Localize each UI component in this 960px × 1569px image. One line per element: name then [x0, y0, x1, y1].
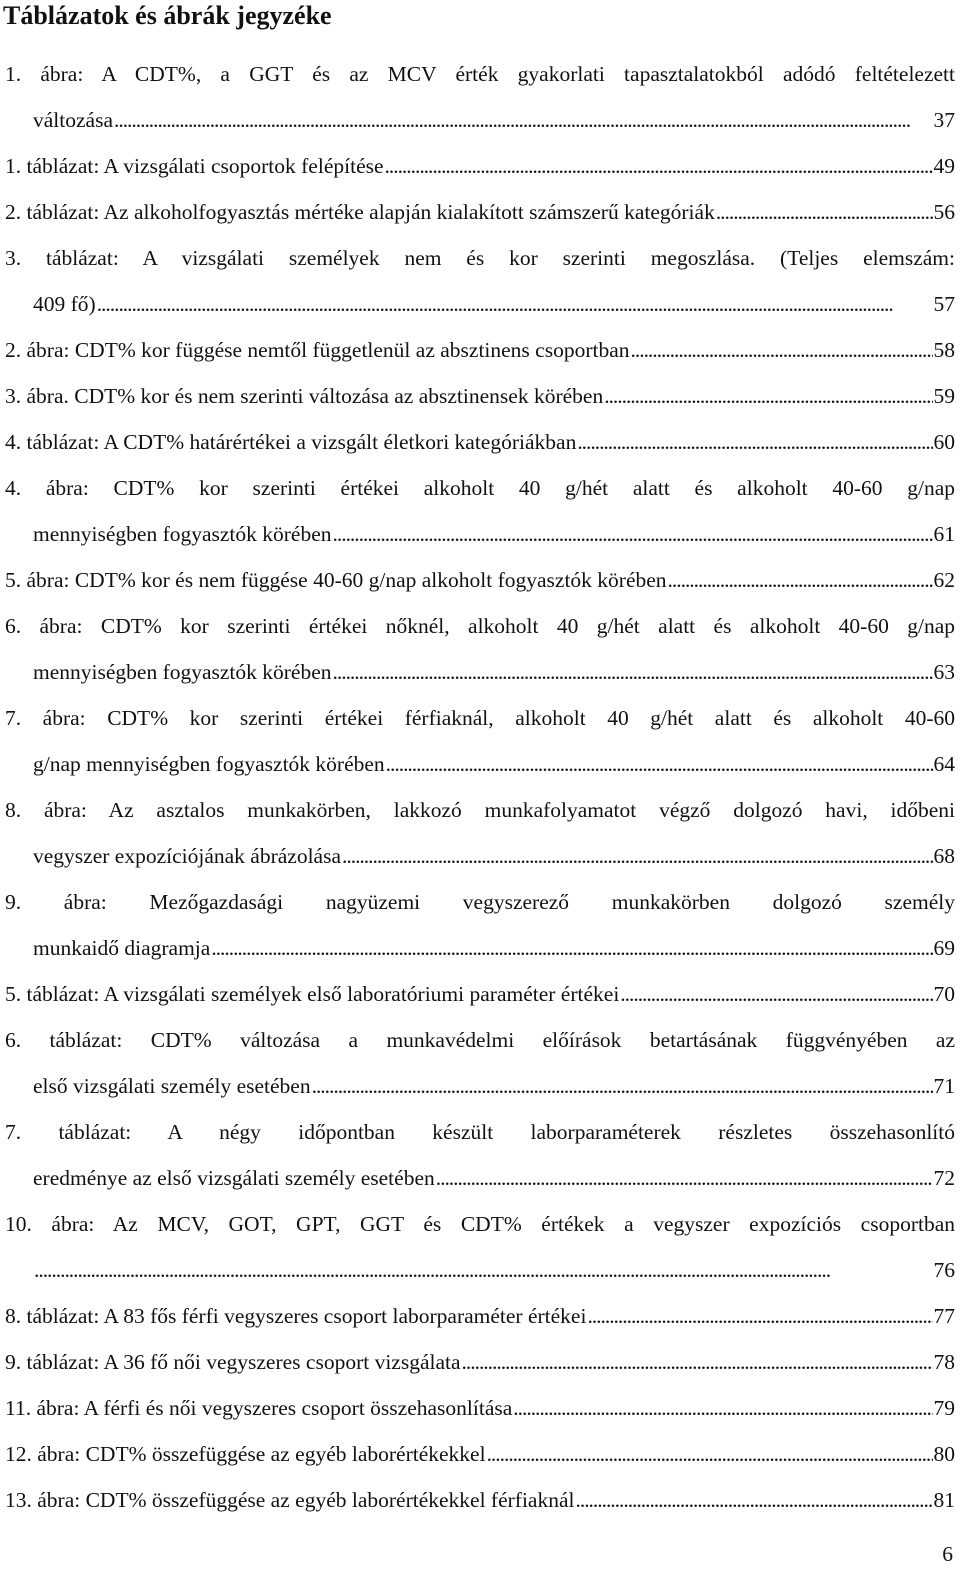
dot-leader [631, 334, 933, 366]
entry-page-number: 63 [933, 660, 955, 684]
entry-page-number: 60 [933, 430, 955, 454]
dot-leader [211, 932, 932, 964]
entry-caption: 2. táblázat: Az alkoholfogyasztás mértéke alapján kialakított számszerű kategóriák [5, 200, 715, 224]
toc-entry-line [33, 518, 955, 550]
page-title: Táblázatok és ábrák jegyzéke [3, 1, 332, 30]
entry-caption: 8. ábra: Az asztalos munkakörben, lakkozó munkafolyamatot végző dolgozó havi, időbeni [5, 798, 955, 822]
entry-page-number: 62 [933, 568, 955, 592]
entry-caption: munkaidő diagramja [33, 936, 211, 960]
dot-leader [668, 564, 933, 596]
dot-leader [333, 518, 933, 550]
dot-leader [97, 288, 933, 320]
entry-caption: 7. ábra: CDT% kor szerinti értékei férfiaknál, alkoholt 40 g/hét alatt és alkoholt 40-60 [5, 706, 955, 730]
entry-caption: változása [33, 108, 113, 132]
entry-caption: 4. ábra: CDT% kor szerinti értékei alkoholt 40 g/hét alatt és alkoholt 40-60 g/nap [5, 476, 955, 500]
dot-leader [577, 426, 932, 458]
toc-entry-line-continued [5, 702, 955, 734]
toc-entry-line [33, 288, 955, 320]
entry-page-number: 72 [933, 1166, 955, 1190]
dot-leader [462, 1346, 933, 1378]
toc-entry-line [33, 656, 955, 688]
toc-entry-line [5, 150, 955, 182]
entry-page-number: 64 [933, 752, 955, 776]
toc-entry-line [5, 196, 955, 228]
entry-caption: 13. ábra: CDT% összefüggése az egyéb laborértékekkel férfiaknál [5, 1488, 575, 1512]
dot-leader [386, 748, 933, 780]
toc-entry-line [33, 932, 955, 964]
entry-caption: 1. ábra: A CDT%, a GGT és az MCV érték gyakorlati tapasztalatokból adódó feltételezett [5, 62, 955, 86]
entry-page-number: 59 [933, 384, 955, 408]
toc-entry-line [33, 1162, 955, 1194]
entry-caption: g/nap mennyiségben fogyasztók körében [33, 752, 385, 776]
dot-leader [513, 1392, 932, 1424]
entry-caption: 6. ábra: CDT% kor szerinti értékei nőknél, alkoholt 40 g/hét alatt és alkoholt 40-60 g/nap [5, 614, 955, 638]
entry-page-number: 78 [933, 1350, 955, 1374]
entry-page-number: 71 [933, 1074, 955, 1098]
dot-leader [587, 1300, 932, 1332]
toc-entry-line-continued [5, 242, 955, 274]
entry-caption: mennyiségben fogyasztók körében [33, 522, 332, 546]
toc-entry-line-continued [5, 1208, 955, 1240]
toc-entry-line-continued [5, 1024, 955, 1056]
dot-leader [716, 196, 933, 228]
entry-page-number: 69 [933, 936, 955, 960]
toc-entry-line-continued [5, 472, 955, 504]
dot-leader [620, 978, 932, 1010]
dot-leader [385, 150, 933, 182]
entry-caption: első vizsgálati személy esetében [33, 1074, 311, 1098]
entry-caption: 12. ábra: CDT% összefüggése az egyéb laborértékekkel [5, 1442, 486, 1466]
entry-page-number: 61 [933, 522, 955, 546]
entry-caption: 1. táblázat: A vizsgálati csoportok felépítése [5, 154, 384, 178]
entry-page-number: 80 [933, 1442, 955, 1466]
entry-page-number: 49 [933, 154, 955, 178]
toc-entry-line [5, 426, 955, 458]
entry-caption: 3. táblázat: A vizsgálati személyek nem és kor szerinti megoszlása. (Teljes elemszám: [5, 246, 955, 270]
toc-entry-line [5, 1346, 955, 1378]
toc-entry-line [33, 748, 955, 780]
entry-caption: eredménye az első vizsgálati személy esetében [33, 1166, 435, 1190]
toc-entry-line-continued [5, 886, 955, 918]
entry-page-number: 70 [933, 982, 955, 1006]
entry-caption: 11. ábra: A férfi és női vegyszeres csoport összehasonlítása [5, 1396, 513, 1420]
dot-leader [487, 1438, 933, 1470]
entry-page-number: 37 [933, 108, 955, 132]
toc-entry-line [5, 380, 955, 412]
toc-entry-line [33, 104, 955, 136]
entry-caption: 10. ábra: Az MCV, GOT, GPT, GGT és CDT% értékek a vegyszer expozíciós csoportban [5, 1212, 955, 1236]
toc-entry-line-continued [5, 610, 955, 642]
entry-page-number: 76 [933, 1258, 955, 1282]
entry-caption: 5. táblázat: A vizsgálati személyek első laboratóriumi paraméter értékei [5, 982, 620, 1006]
toc-entry-line [5, 334, 955, 366]
toc-entry-line [33, 1070, 955, 1102]
entry-caption: 409 fő) [33, 292, 96, 316]
entry-caption: 9. táblázat: A 36 fő női vegyszeres csoport vizsgálata [5, 1350, 461, 1374]
entry-caption: 9. ábra: Mezőgazdasági nagyüzemi vegyszerező munkakörben dolgozó személy [5, 890, 955, 914]
entry-caption: 3. ábra. CDT% kor és nem szerinti változása az absztinensek körében [5, 384, 604, 408]
dot-leader [34, 1254, 933, 1286]
toc-entry-line [5, 1300, 955, 1332]
entry-caption: 7. táblázat: A négy időpontban készült laborparaméterek részletes összehasonlító [5, 1120, 955, 1144]
toc-entry-line-continued [5, 1116, 955, 1148]
dot-leader [312, 1070, 933, 1102]
entry-page-number: 77 [933, 1304, 955, 1328]
entry-caption: 6. táblázat: CDT% változása a munkavédelmi előírások betartásának függvényében az [5, 1028, 955, 1052]
toc-entry-line-continued [5, 58, 955, 90]
toc-entry-line [5, 1484, 955, 1516]
entry-caption: vegyszer expozíciójának ábrázolása [33, 844, 342, 868]
dot-leader [342, 840, 932, 872]
toc-entry-line [33, 1254, 955, 1286]
dot-leader [333, 656, 933, 688]
entry-caption: mennyiségben fogyasztók körében [33, 660, 332, 684]
dot-leader [604, 380, 932, 412]
toc-entry-line [33, 840, 955, 872]
entry-page-number: 58 [933, 338, 955, 362]
entry-page-number: 57 [933, 292, 955, 316]
toc-entry-line [5, 978, 955, 1010]
entry-caption: 2. ábra: CDT% kor függése nemtől függetlenül az absztinens csoportban [5, 338, 630, 362]
entry-page-number: 68 [933, 844, 955, 868]
toc-entry-line [5, 1438, 955, 1470]
toc-entry-line [5, 1392, 955, 1424]
dot-leader [436, 1162, 933, 1194]
entry-caption: 4. táblázat: A CDT% határértékei a vizsgált életkori kategóriákban [5, 430, 577, 454]
dot-leader [114, 104, 933, 136]
entry-page-number: 56 [933, 200, 955, 224]
dot-leader [576, 1484, 933, 1516]
entry-caption: 8. táblázat: A 83 fős férfi vegyszeres csoport laborparaméter értékei [5, 1304, 587, 1328]
page-number: 6 [942, 1542, 953, 1566]
entry-page-number: 79 [933, 1396, 955, 1420]
entry-page-number: 81 [933, 1488, 955, 1512]
entry-caption: 5. ábra: CDT% kor és nem függése 40-60 g/nap alkoholt fogyasztók körében [5, 568, 667, 592]
toc-entry-line [5, 564, 955, 596]
toc-entry-line-continued [5, 794, 955, 826]
